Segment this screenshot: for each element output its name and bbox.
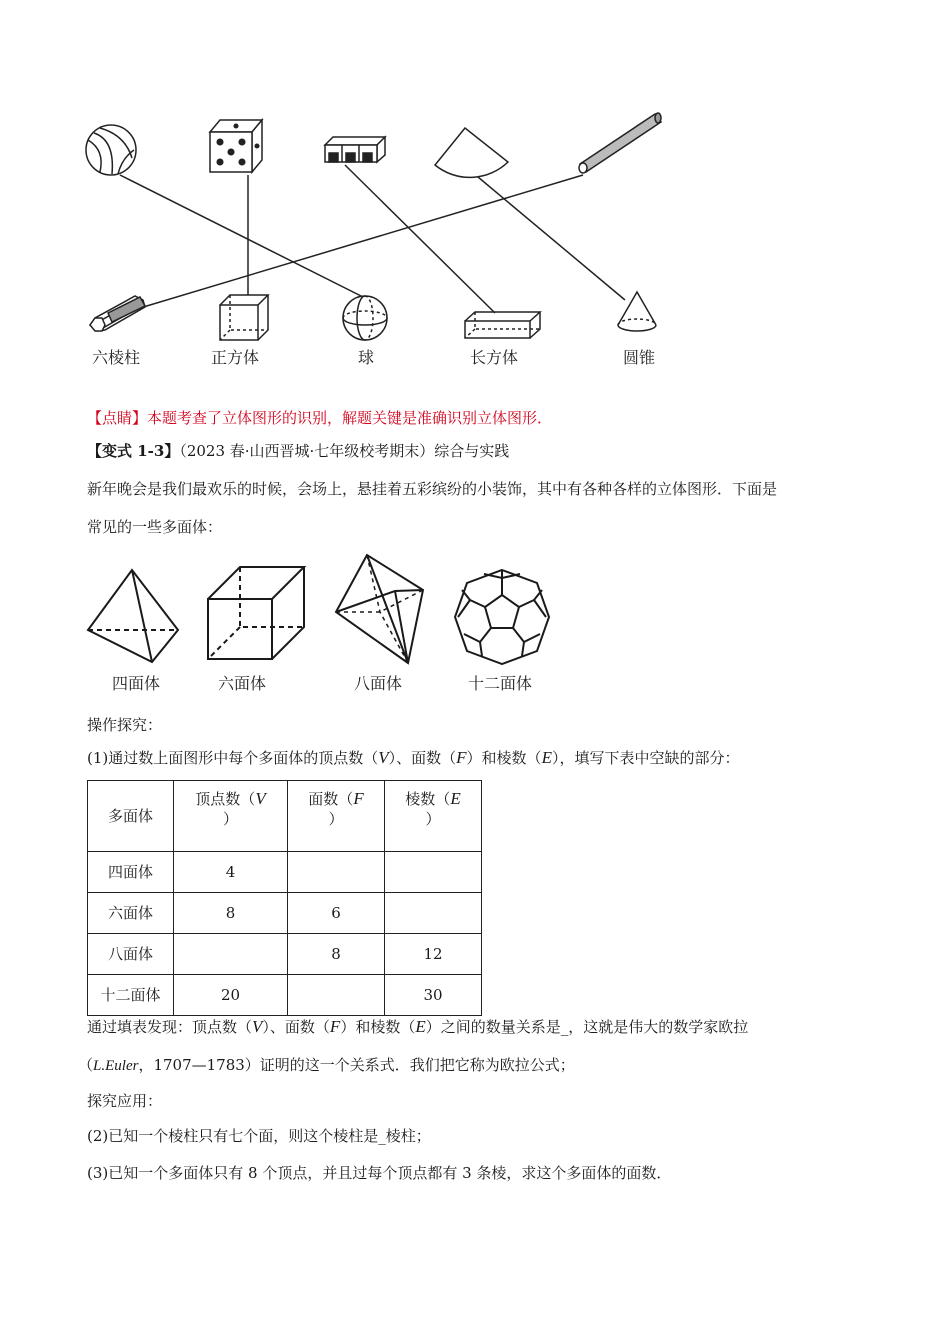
hexagonal-prism-icon <box>90 296 145 331</box>
header-vertices-label: 顶点数（ <box>195 790 256 808</box>
table-cell: 8 <box>174 893 288 934</box>
finding-e: E <box>415 1017 426 1036</box>
table-cell: 四面体 <box>88 852 174 893</box>
matching-figure <box>80 105 680 350</box>
header-edges-close: ） <box>425 810 441 828</box>
header-faces-close: ） <box>328 810 344 828</box>
header-faces <box>288 781 385 852</box>
finding-b: ）、面数（ <box>262 1018 330 1036</box>
variant-tag: 【变式 1-3】 <box>87 442 180 460</box>
q1-e: E <box>541 748 552 767</box>
table-cell: 8 <box>288 934 385 975</box>
finding-f: F <box>329 1017 341 1036</box>
finding-line-1 <box>87 1017 748 1037</box>
header-vertices-var: V <box>255 789 266 808</box>
dice-icon <box>210 120 262 172</box>
finding-line2-open: （ <box>78 1056 94 1074</box>
table-cell: 12 <box>385 934 482 975</box>
polyhedra-table <box>87 780 482 1016</box>
table-cell-blank[interactable] <box>385 852 482 893</box>
label-tetrahedron: 四面体 <box>112 674 161 693</box>
question-1 <box>87 748 739 768</box>
header-edges-label: 棱数（ <box>405 790 451 808</box>
operation-heading: 操作探究： <box>87 716 163 734</box>
table-cell: 十二面体 <box>88 975 174 1016</box>
table-row <box>88 975 482 1016</box>
table-cell: 30 <box>385 975 482 1016</box>
volleyball-icon <box>86 125 136 175</box>
label-sphere: 球 <box>358 348 375 367</box>
finding-c: ）和棱数（ <box>340 1018 416 1036</box>
finding-a: 通过填表发现：顶点数（ <box>87 1018 253 1036</box>
header-vertices-close: ） <box>222 810 238 828</box>
table-row <box>88 934 482 975</box>
header-edges-var: E <box>450 789 461 808</box>
finding-v: V <box>252 1017 263 1036</box>
question-3: (3)已知一个多面体只有 8 个顶点，并且过每个顶点都有 3 条棱，求这个多面体的面数． <box>87 1164 672 1182</box>
table-header-row <box>88 781 482 852</box>
sphere-icon <box>343 296 387 340</box>
variant-heading <box>87 441 509 461</box>
table-cell: 20 <box>174 975 288 1016</box>
match-line-ball-sphere <box>120 175 365 298</box>
finding-line-2 <box>78 1055 575 1076</box>
match-line-pipe-hexprism <box>140 175 583 308</box>
polyhedra-figure <box>80 550 560 665</box>
pipe-icon <box>579 113 661 173</box>
header-vertices <box>174 781 288 852</box>
header-edges <box>385 781 482 852</box>
q1-mid1: ）、面数（ <box>388 749 457 767</box>
explore-heading: 探究应用： <box>87 1092 163 1110</box>
dodecahedron-icon <box>455 570 549 664</box>
dianjing-text: 本题考查了立体图形的识别，解题关键是准确识别立体图形． <box>147 409 553 427</box>
table-cell-blank[interactable] <box>385 893 482 934</box>
header-faces-label: 面数（ <box>308 790 354 808</box>
table-row <box>88 893 482 934</box>
table-row <box>88 852 482 893</box>
table-cell: 八面体 <box>88 934 174 975</box>
label-octahedron: 八面体 <box>354 674 403 693</box>
q1-prefix: (1)通过数上面图形中每个多面体的顶点数（ <box>87 749 379 767</box>
dianjing-tag: 【点睛】 <box>87 409 148 427</box>
label-cube: 正方体 <box>211 348 260 367</box>
table-cell: 6 <box>288 893 385 934</box>
octahedron-icon <box>336 555 423 663</box>
question-2: (2)已知一个棱柱只有七个面，则这个棱柱是_棱柱； <box>87 1127 431 1145</box>
intro-line-1: 新年晚会是我们最欢乐的时候，会场上，悬挂着五彩缤纷的小装饰，其中有各种各样的立体图形．下面是 <box>87 480 778 498</box>
finding-line2-rest: ，1707—1783）证明的这一个关系式．我们把它称为欧拉公式； <box>138 1056 575 1074</box>
dianjing-note <box>87 408 552 428</box>
variant-source: （2023 春·山西晋城·七年级校考期末）综合与实践 <box>179 442 510 460</box>
tetrahedron-icon <box>88 570 178 662</box>
fan-icon <box>435 128 508 177</box>
label-cone: 圆锥 <box>623 348 656 367</box>
table-cell-blank[interactable] <box>174 934 288 975</box>
label-cuboid: 长方体 <box>470 348 519 367</box>
euler-name: L.Euler <box>93 1058 139 1074</box>
table-cell-blank[interactable] <box>288 975 385 1016</box>
label-hexahedron: 六面体 <box>218 674 267 693</box>
label-dodecahedron: 十二面体 <box>468 674 533 693</box>
intro-line-2: 常见的一些多面体： <box>87 518 223 536</box>
q1-mid2: ）和棱数（ <box>466 749 542 767</box>
table-cell: 六面体 <box>88 893 174 934</box>
cuboid-icon <box>465 312 540 338</box>
q1-suffix: ），填写下表中空缺的部分： <box>551 749 740 767</box>
header-polyhedron: 多面体 <box>88 781 174 852</box>
label-hexagonal-prism: 六棱柱 <box>92 348 141 367</box>
q1-f: F <box>456 748 467 767</box>
cube-icon <box>220 295 268 340</box>
cone-icon <box>618 292 656 331</box>
table-cell-blank[interactable] <box>288 852 385 893</box>
header-faces-var: F <box>353 789 364 808</box>
table-cell: 4 <box>174 852 288 893</box>
finding-d: ）之间的数量关系是_，这就是伟大的数学家欧拉 <box>425 1018 749 1036</box>
match-line-fan-cone <box>478 177 625 300</box>
hexahedron-icon <box>208 567 304 659</box>
q1-v: V <box>378 748 389 767</box>
erasers-icon <box>325 137 385 162</box>
